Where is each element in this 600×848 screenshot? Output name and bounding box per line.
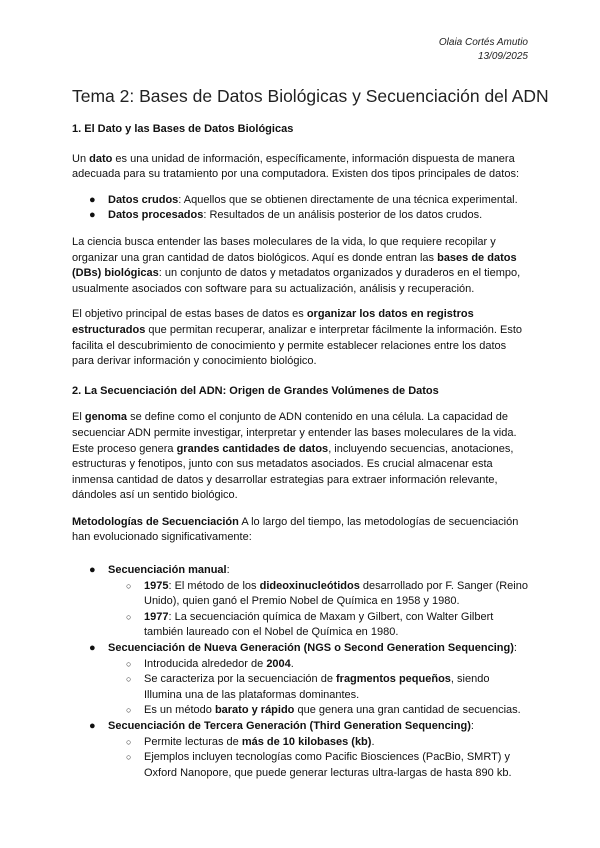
bold-run: Metodologías de Secuenciación	[72, 515, 239, 528]
tgs-sublist	[72, 735, 530, 782]
bold-run: genoma	[84, 411, 128, 424]
text-run: Introducida alrededor de	[144, 657, 267, 670]
text-run: El	[72, 411, 85, 424]
circle-bullet-icon: ○	[126, 705, 132, 716]
text-run: .	[290, 657, 294, 670]
data-types-list	[72, 193, 530, 224]
bold-run: 1977	[144, 610, 169, 623]
text-run: Un	[72, 152, 90, 165]
text-run: es una unidad de información, específicamente, información dispuesta de manera adecuada para su tratamiento por una computadora. Existen dos tipos principales de datos:	[72, 152, 519, 181]
paragraph-metodologias	[72, 515, 530, 546]
text-run: : El método de los	[168, 579, 260, 592]
paragraph-genoma	[72, 410, 530, 504]
paragraph-bases-de-datos	[72, 235, 530, 297]
section-2-heading: 2. La Secuenciación del ADN: Origen de Grandes Volúmenes de Datos	[72, 384, 439, 397]
ngs-list	[72, 641, 530, 657]
bullet-icon: ●	[89, 209, 96, 222]
text-run: desarrollado por F. Sanger (Reino Unido), quien ganó el Premio Nobel de Química en 1958 y 1980.	[144, 579, 528, 608]
list-item	[72, 750, 530, 781]
text-run: : Aquellos que se obtienen directamente de una técnica experimental.	[178, 193, 518, 206]
text-run: .	[371, 735, 375, 748]
manual-sublist	[72, 579, 530, 641]
bold-run: organizar los datos en registros estructurados	[72, 308, 474, 336]
bullet-icon: ●	[89, 720, 96, 732]
document-body	[72, 122, 530, 781]
list-item	[72, 208, 530, 224]
circle-bullet-icon: ○	[126, 752, 132, 763]
text-run: , incluyendo secuencias, anotaciones, estructuras y fenotipos, junto con sus metadatos asociados. Es crucial almacenar esta inmensa cantidad de datos y desarrollar estrategias para extraer información relevante, dándoles así un sentido biológico.	[72, 442, 514, 502]
text-run: que genera una gran cantidad de secuencias.	[294, 704, 521, 717]
bold-run: Secuenciación manual	[108, 564, 227, 577]
bold-run: dideoxinucleótidos	[259, 579, 360, 592]
text-run: : La secuenciación química de Maxam y Gilbert, con Walter Gilbert también laureado con el Nobel de Química en 1980.	[144, 610, 494, 639]
bold-run: 2004	[266, 657, 291, 670]
bold-run: 1975	[144, 579, 169, 592]
paragraph-dato	[72, 152, 530, 183]
sequencing-methods-list	[72, 563, 530, 579]
text-run: Permite lecturas de	[144, 735, 242, 748]
method-ngs	[72, 641, 530, 657]
page-title: Tema 2: Bases de Datos Biológicas y Secuenciación del ADN	[72, 86, 549, 106]
circle-bullet-icon: ○	[126, 674, 132, 685]
text-run: : Resultados de un análisis posterior de los datos crudos.	[203, 209, 483, 222]
text-run: Es un método	[144, 704, 215, 717]
text-run: Se caracteriza por la secuenciación de	[144, 673, 336, 686]
bold-run: Datos procesados	[108, 209, 204, 222]
bold-run: fragmentos pequeños	[336, 673, 451, 686]
text-run: que permitan recuperar, analizar e interpretar fácilmente la información. Esto facilita el descubrimiento de conocimiento y permite establecer relaciones entre los datos para derivar información y conocimiento biológico.	[72, 323, 522, 368]
paragraph-objetivo	[72, 307, 530, 369]
list-item	[72, 672, 530, 703]
text-run: A lo largo del tiempo, las metodologías de secuenciación han evolucionado significativamente:	[72, 515, 519, 544]
circle-bullet-icon: ○	[126, 736, 132, 747]
text-run: La ciencia busca entender las bases moleculares de la vida, lo que requiere recopilar y organizar una gran cantidad de datos biológicos. Aquí es donde entran las	[72, 235, 496, 264]
circle-bullet-icon: ○	[126, 580, 132, 591]
bold-run: Secuenciación de Tercera Generación (Third Generation Sequencing)	[108, 720, 471, 732]
text-run: :	[226, 564, 230, 577]
section-1-heading: 1. El Dato y las Bases de Datos Biológicas	[72, 123, 294, 135]
list-item	[72, 657, 530, 673]
tgs-list	[72, 719, 530, 735]
text-run: Ejemplos incluyen tecnologías como Pacific Biosciences (PacBio, SMRT) y Oxford Nanopore, que puede generar lecturas ultra-largas de hasta 890 kb.	[144, 751, 512, 779]
bullet-icon: ●	[89, 564, 96, 577]
bold-run: Datos crudos	[108, 193, 179, 206]
list-item	[72, 193, 530, 209]
ngs-sublist	[72, 657, 530, 719]
bold-run: bases de datos (DBs) biológicas	[72, 251, 517, 280]
text-run: :	[513, 642, 517, 655]
bold-run: barato y rápido	[214, 704, 295, 717]
list-item	[72, 579, 530, 610]
method-manual	[72, 563, 530, 579]
list-item	[72, 610, 530, 641]
text-run: El objetivo principal de estas bases de datos es	[72, 308, 307, 321]
bold-run: grandes cantidades de datos	[176, 442, 329, 455]
text-run: : un conjunto de datos y metadatos organizados y duraderos en el tiempo, usualmente asociados con software para su actualización, análisis y recuperación.	[72, 267, 521, 295]
list-item	[72, 703, 530, 719]
document-date: 13/09/2025	[477, 51, 528, 62]
circle-bullet-icon: ○	[126, 658, 132, 669]
bullet-icon: ●	[89, 193, 96, 206]
method-tgs	[72, 719, 530, 735]
bold-run: más de 10 kilobases (kb)	[241, 735, 372, 748]
author-name: Olaia Cortés Amutio	[438, 37, 528, 48]
bold-run: Secuenciación de Nueva Generación (NGS o Second Generation Sequencing)	[108, 642, 514, 655]
bold-run: dato	[89, 152, 113, 165]
text-run: se define como el conjunto de ADN contenido en una célula. La capacidad de secuenciar ADN permite investigar, interpretar y entender las bases moleculares de la vida. Este proceso genera	[72, 411, 517, 455]
text-run: :	[470, 720, 474, 732]
bullet-icon: ●	[89, 642, 96, 655]
page-header	[439, 36, 528, 64]
circle-bullet-icon: ○	[126, 611, 132, 622]
text-run: , siendo Illumina una de las plataformas dominantes.	[144, 673, 490, 701]
list-item	[72, 735, 530, 751]
